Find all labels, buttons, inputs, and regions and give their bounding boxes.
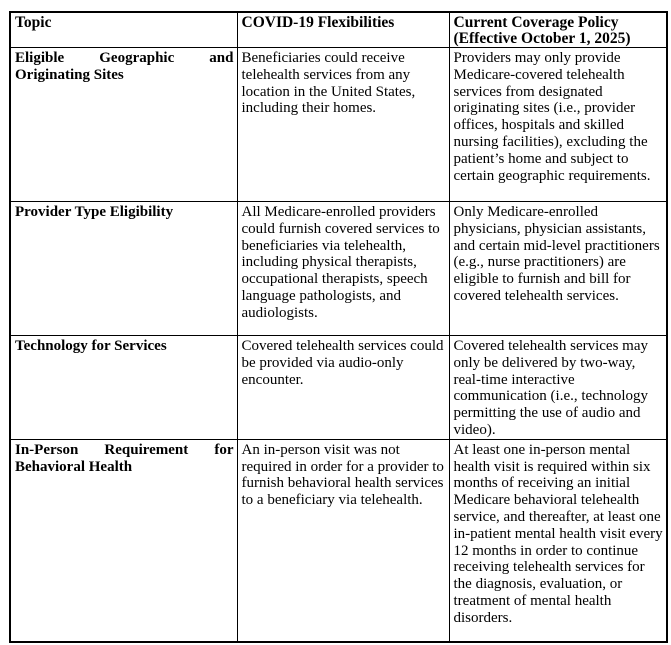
- cell-current-technology-for-services: Covered telehealth services may only be delivered by two-way, real-time interactive communication (i.e., technology permitting the use of audio and video).: [449, 336, 667, 440]
- column-header-topic: Topic: [10, 12, 237, 48]
- table-row: [10, 439, 667, 642]
- cell-current-eligible-geographic-sites: Providers may only provide Medicare-covered telehealth services from designated originating sites (i.e., provider offices, hospitals and skilled nursing facilities), excluding the patient’s home and subject to certain geographic requirements.: [449, 48, 667, 202]
- column-header-current-coverage-policy: Current Coverage Policy (Effective October 1, 2025): [449, 12, 667, 48]
- telehealth-policy-comparison-table: [9, 11, 668, 643]
- cell-topic-in-person-behavioral-health: In-Person Requirement for Behavioral Health: [10, 439, 237, 642]
- table-row: [10, 336, 667, 440]
- cell-covid-provider-type-eligibility: All Medicare-enrolled providers could furnish covered services to beneficiaries via telehealth, including physical therapists, occupational therapists, speech language pathologists, and audiologists.: [237, 202, 449, 336]
- table-row: [10, 48, 667, 202]
- cell-covid-eligible-geographic-sites: Beneficiaries could receive telehealth services from any location in the United States, including their homes.: [237, 48, 449, 202]
- cell-covid-in-person-behavioral-health: An in-person visit was not required in order for a provider to furnish behavioral health services to a beneficiary via telehealth.: [237, 439, 449, 642]
- table-row: [10, 202, 667, 336]
- cell-topic-technology-for-services: Technology for Services: [10, 336, 237, 440]
- cell-topic-eligible-geographic-sites: Eligible Geographic and Originating Sites: [10, 48, 237, 202]
- column-header-covid-flexibilities: COVID-19 Flexibilities: [237, 12, 449, 48]
- cell-covid-technology-for-services: Covered telehealth services could be provided via audio-only encounter.: [237, 336, 449, 440]
- cell-current-in-person-behavioral-health: At least one in-person mental health visit is required within six months of receiving an initial Medicare behavioral telehealth service, and thereafter, at least one in-patient mental health visit every 12 months in order to continue receiving telehealth services for the diagnosis, evaluation, or treatment of mental health disorders.: [449, 439, 667, 642]
- table-header-row: [10, 12, 667, 48]
- cell-current-provider-type-eligibility: Only Medicare-enrolled physicians, physician assistants, and certain mid-level practitioners (e.g., nurse practitioners) are eligible to furnish and bill for covered telehealth services.: [449, 202, 667, 336]
- cell-topic-provider-type-eligibility: Provider Type Eligibility: [10, 202, 237, 336]
